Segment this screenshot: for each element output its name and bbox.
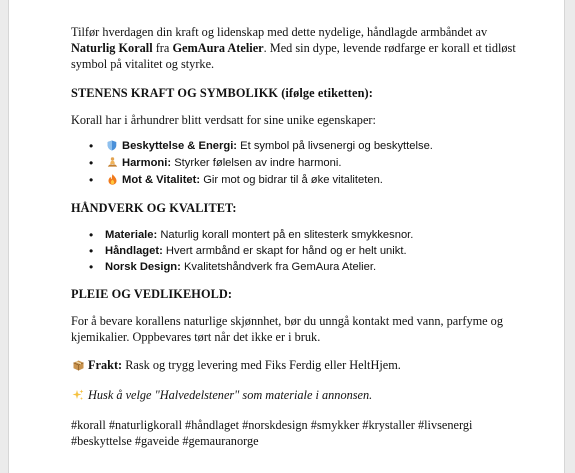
meditation-icon: [105, 156, 119, 172]
list-item-text: Styrker følelsen av indre harmoni.: [171, 157, 342, 169]
list-item: [71, 243, 521, 259]
list-item: [71, 155, 521, 172]
list-item-text: Naturlig korall montert på en slitesterk smykkesnor.: [157, 229, 414, 241]
intro-brand-name: GemAura Atelier: [172, 41, 264, 55]
list-item-label: Harmoni:: [122, 157, 172, 169]
section-lead: Korall har i århundrer blitt verdsatt for sine unike egenskaper:: [71, 113, 376, 127]
package-icon: [71, 359, 85, 375]
intro-product-name: Naturlig Korall: [71, 41, 153, 55]
list-item-label: Håndlaget:: [105, 245, 163, 257]
list-item: [71, 138, 521, 155]
list-item: [71, 259, 521, 275]
list-item-text: Hvert armbånd er skapt for hånd og er helt unikt.: [162, 245, 407, 257]
sparkles-icon: [71, 389, 85, 405]
list-item-label: Beskyttelse & Energi:: [122, 140, 238, 152]
list-item: [71, 227, 521, 243]
document-content: [71, 24, 521, 449]
intro-text: Tilfør hverdagen din kraft og lidenskap med dette nydelige, håndlagde armbåndet av: [71, 25, 488, 39]
section-heading-craft: HÅNDVERK OG KVALITET:: [71, 201, 237, 215]
note-text: Husk å velge "Halvedelstener" som materiale i annonsen.: [88, 388, 373, 402]
list-item-text: Kvalitetshåndverk fra GemAura Atelier.: [180, 261, 377, 273]
intro-text: fra: [152, 41, 173, 55]
shipping-text: Rask og trygg levering med Fiks Ferdig eller HeltHjem.: [122, 358, 401, 372]
list-item-label: Materiale:: [105, 229, 158, 241]
intro-text: . Med sin dype, levende rødfarge er korall et tidløst symbol på vitalitet og styrke.: [71, 41, 516, 71]
hashtags: #korall #naturligkorall #håndlaget #norskdesign #smykker #krystaller #livsenergi #beskyttelse #gaveide #gemauranorge: [71, 418, 473, 448]
power-list: [71, 138, 521, 189]
shield-icon: [105, 139, 119, 155]
document-page: [8, 0, 565, 473]
care-paragraph: For å bevare korallens naturlige skjønnhet, bør du unngå kontakt med vann, parfyme og kjemikalier. Oppbevares tørt når det ikke er i bruk.: [71, 314, 503, 344]
craft-list: [71, 227, 521, 275]
intro-paragraph: [71, 24, 521, 72]
list-item-text: Et symbol på livsenergi og beskyttelse.: [237, 140, 433, 152]
section-heading-care: PLEIE OG VEDLIKEHOLD:: [71, 287, 233, 301]
list-item-label: Mot & Vitalitet:: [122, 174, 201, 186]
shipping-label: Frakt:: [88, 358, 123, 372]
list-item-text: Gir mot og bidrar til å øke vitaliteten.: [200, 174, 383, 186]
list-item-label: Norsk Design:: [105, 261, 181, 273]
shipping-paragraph: [71, 357, 521, 375]
list-item: [71, 172, 521, 189]
section-heading-power: STENENS KRAFT OG SYMBOLIKK (ifølge etiketten):: [71, 86, 373, 100]
note-paragraph: [71, 387, 521, 405]
fire-icon: [105, 173, 119, 189]
